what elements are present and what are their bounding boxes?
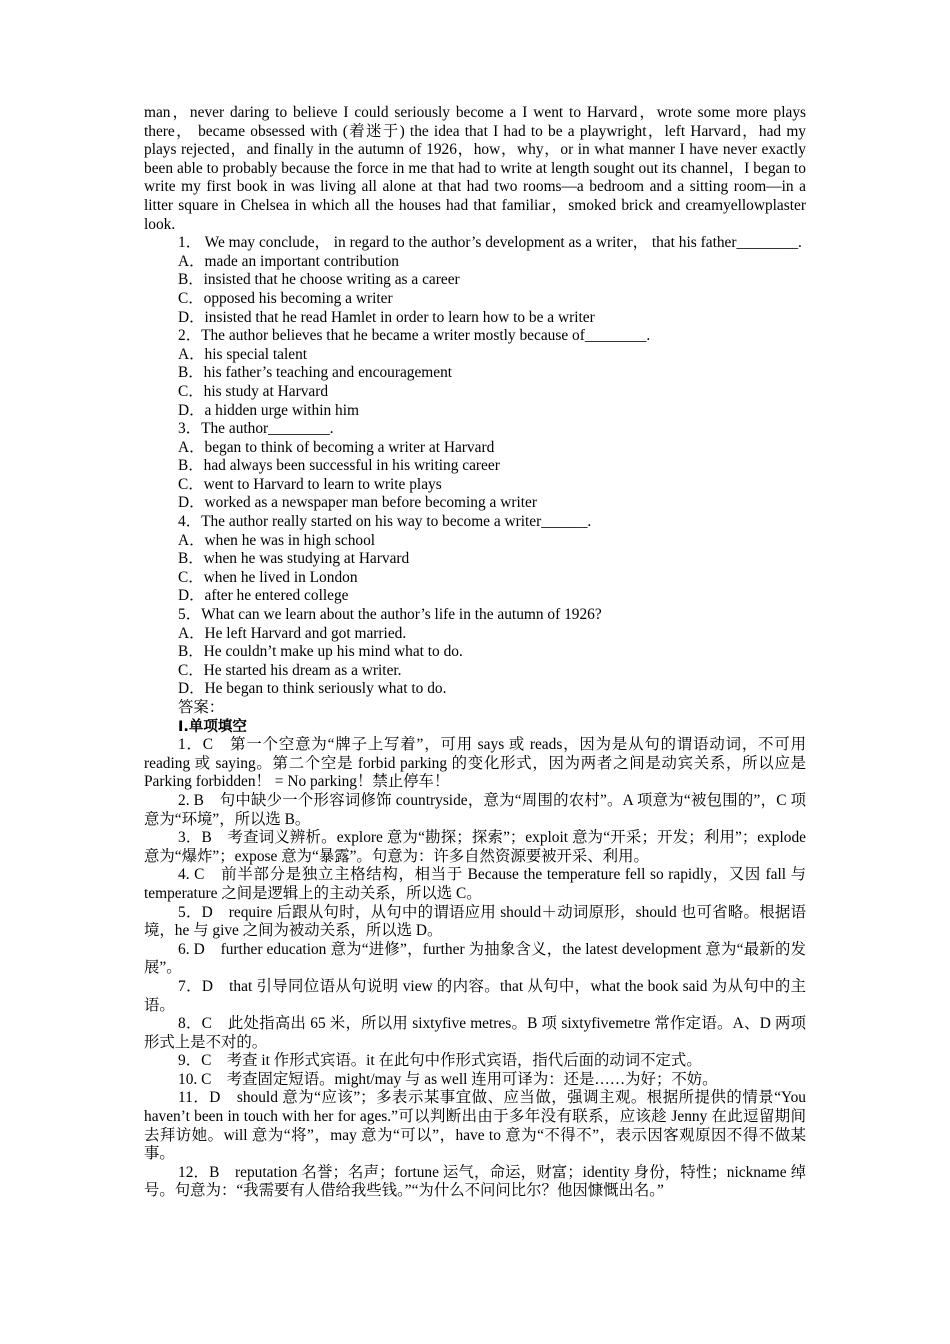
question-option: D．worked as a newspaper man before becoming a writer <box>178 494 537 512</box>
question-option: B．He couldn’t make up his mind what to do. <box>178 643 463 661</box>
question-option: B．when he was studying at Harvard <box>178 550 410 568</box>
section-title: Ⅰ.单项填空 <box>178 718 247 735</box>
question-option: C．opposed his becoming a writer <box>178 289 393 307</box>
question-option: A．his special talent <box>178 345 308 363</box>
answer-item: 1．C 第一个空意为“牌子上写着”，可用 says 或 reads，因为是从句的谓语动词，不可用 reading 或 saying。第二个空是 forbid parking 的变化形式，因为两者之间是动宾关系，所以应是 Parking forbidden！ = No parking！禁止停车！ <box>144 736 806 791</box>
answer-item: 4. C 前半部分是独立主格结构，相当于 Because the temperature fell so rapidly，又因 fall 与 temperature 之间是逻辑上的主动关系，所以选 C。 <box>144 866 806 902</box>
answer-item: 6. D further education 意为“进修”，further 为抽象含义，the latest development 意为“最新的发展”。 <box>144 940 806 977</box>
question-5 <box>144 606 806 699</box>
question-option: B．his father’s teaching and encouragement <box>178 364 453 382</box>
question-1 <box>144 234 806 327</box>
question-4 <box>144 513 806 606</box>
answer-item: 7．D that 引导同位语从句说明 view 的内容。that 从句中，what the book said 为从句中的主语。 <box>144 977 806 1014</box>
passage-paragraph: man，never daring to believe I could seriously become a I went to Harvard，wrote some more plays there， became obsessed with (着迷于) the idea that I had to be a playwright，left Harvard，had my plays rejected，and finally in the autumn of 1926，how，why，or in what manner I have never exactly been able to probably because the force in me that had to write at length sought out its channel，I began to write my first book in was living all alone at that had two rooms—a bedroom and a sitting room—in a litter square in Chelsea in which all the houses had that familiar，smoked brick and creamyellowplaster look. <box>144 104 806 233</box>
question-stem: 4．The author really started on his way to become a writer______. <box>178 513 592 531</box>
answer-item: 3．B 考查词义辨析。explore 意为“勘探；探索”；exploit 意为“开采；开发；利用”；explode 意为“爆炸”；expose 意为“暴露”。句意为：许多自然资源要被开采、利用。 <box>144 829 806 865</box>
question-stem: 5．What can we learn about the author’s life in the autumn of 1926? <box>178 606 602 624</box>
question-option: D．a hidden urge within him <box>178 401 359 419</box>
question-option: C．went to Harvard to learn to write plays <box>178 475 442 493</box>
answer-item: 5．D require 后跟从句时，从句中的谓语应用 should＋动词原形，should 也可省略。根据语境，he 与 give 之间为被动关系，所以选 D。 <box>144 903 806 940</box>
question-option: A．made an important contribution <box>178 252 399 270</box>
answer-label: 答案： <box>178 699 225 716</box>
question-option: B．insisted that he choose writing as a career <box>178 271 460 289</box>
question-option: A．began to think of becoming a writer at Harvard <box>178 438 495 456</box>
question-option: D．after he entered college <box>178 587 349 605</box>
question-option: D．insisted that he read Hamlet in order to learn how to be a writer <box>178 308 595 326</box>
answer-item: 8．C 此处指高出 65 米，所以用 sixtyfive metres。B 项 sixtyfivemetre 常作定语。A、D 两项形式上是不对的。 <box>144 1015 806 1051</box>
question-option: C．when he lived in London <box>178 568 358 586</box>
answer-item: 12．B reputation 名誉；名声；fortune 运气，命运，财富；identity 身份，特性；nickname 绰号。句意为：“我需要有人借给我些钱。”“为什么不问问比尔？他因慷慨出名。” <box>144 1163 806 1200</box>
question-option: C．his study at Harvard <box>178 382 329 400</box>
question-option: A．when he was in high school <box>178 531 376 549</box>
question-stem: 1． We may conclude， in regard to the author’s development as a writer， that his father________. <box>178 234 802 252</box>
answer-item: 11．D should 意为“应该”；多表示某事宜做、应当做，强调主观。根据所提供的情景“You haven’t been in touch with her for ages.”可以判断出由于多年没有联系，应该趁 Jenny 在此逗留期间去拜访她。will 意为“将”，may 意为“可以”，have to 意为“不得不”，表示因客观原因不得不做某事。 <box>144 1089 806 1163</box>
answer-list <box>144 736 806 1201</box>
question-3 <box>144 420 806 513</box>
question-stem: 3．The author________. <box>178 420 334 438</box>
answer-item: 2. B 句中缺少一个形容词修饰 countryside，意为“周围的农村”。A 项意为“被包围的”，C 项意为“环境”，所以选 B。 <box>144 791 806 828</box>
answer-item: 9．C 考查 it 作形式宾语。it 在此句中作形式宾语，指代后面的动词不定式。 <box>178 1052 702 1070</box>
question-option: A．He left Harvard and got married. <box>178 624 407 642</box>
question-2 <box>144 327 806 420</box>
document-body <box>144 104 806 1201</box>
question-option: D．He began to think seriously what to do. <box>178 680 447 698</box>
question-stem: 2．The author believes that he became a writer mostly because of________. <box>178 327 651 345</box>
answer-item: 10. C 考查固定短语。might/may 与 as well 连用可译为：还是……为好；不妨。 <box>178 1070 718 1088</box>
question-option: C．He started his dream as a writer. <box>178 661 402 679</box>
question-option: B．had always been successful in his writing career <box>178 457 500 475</box>
